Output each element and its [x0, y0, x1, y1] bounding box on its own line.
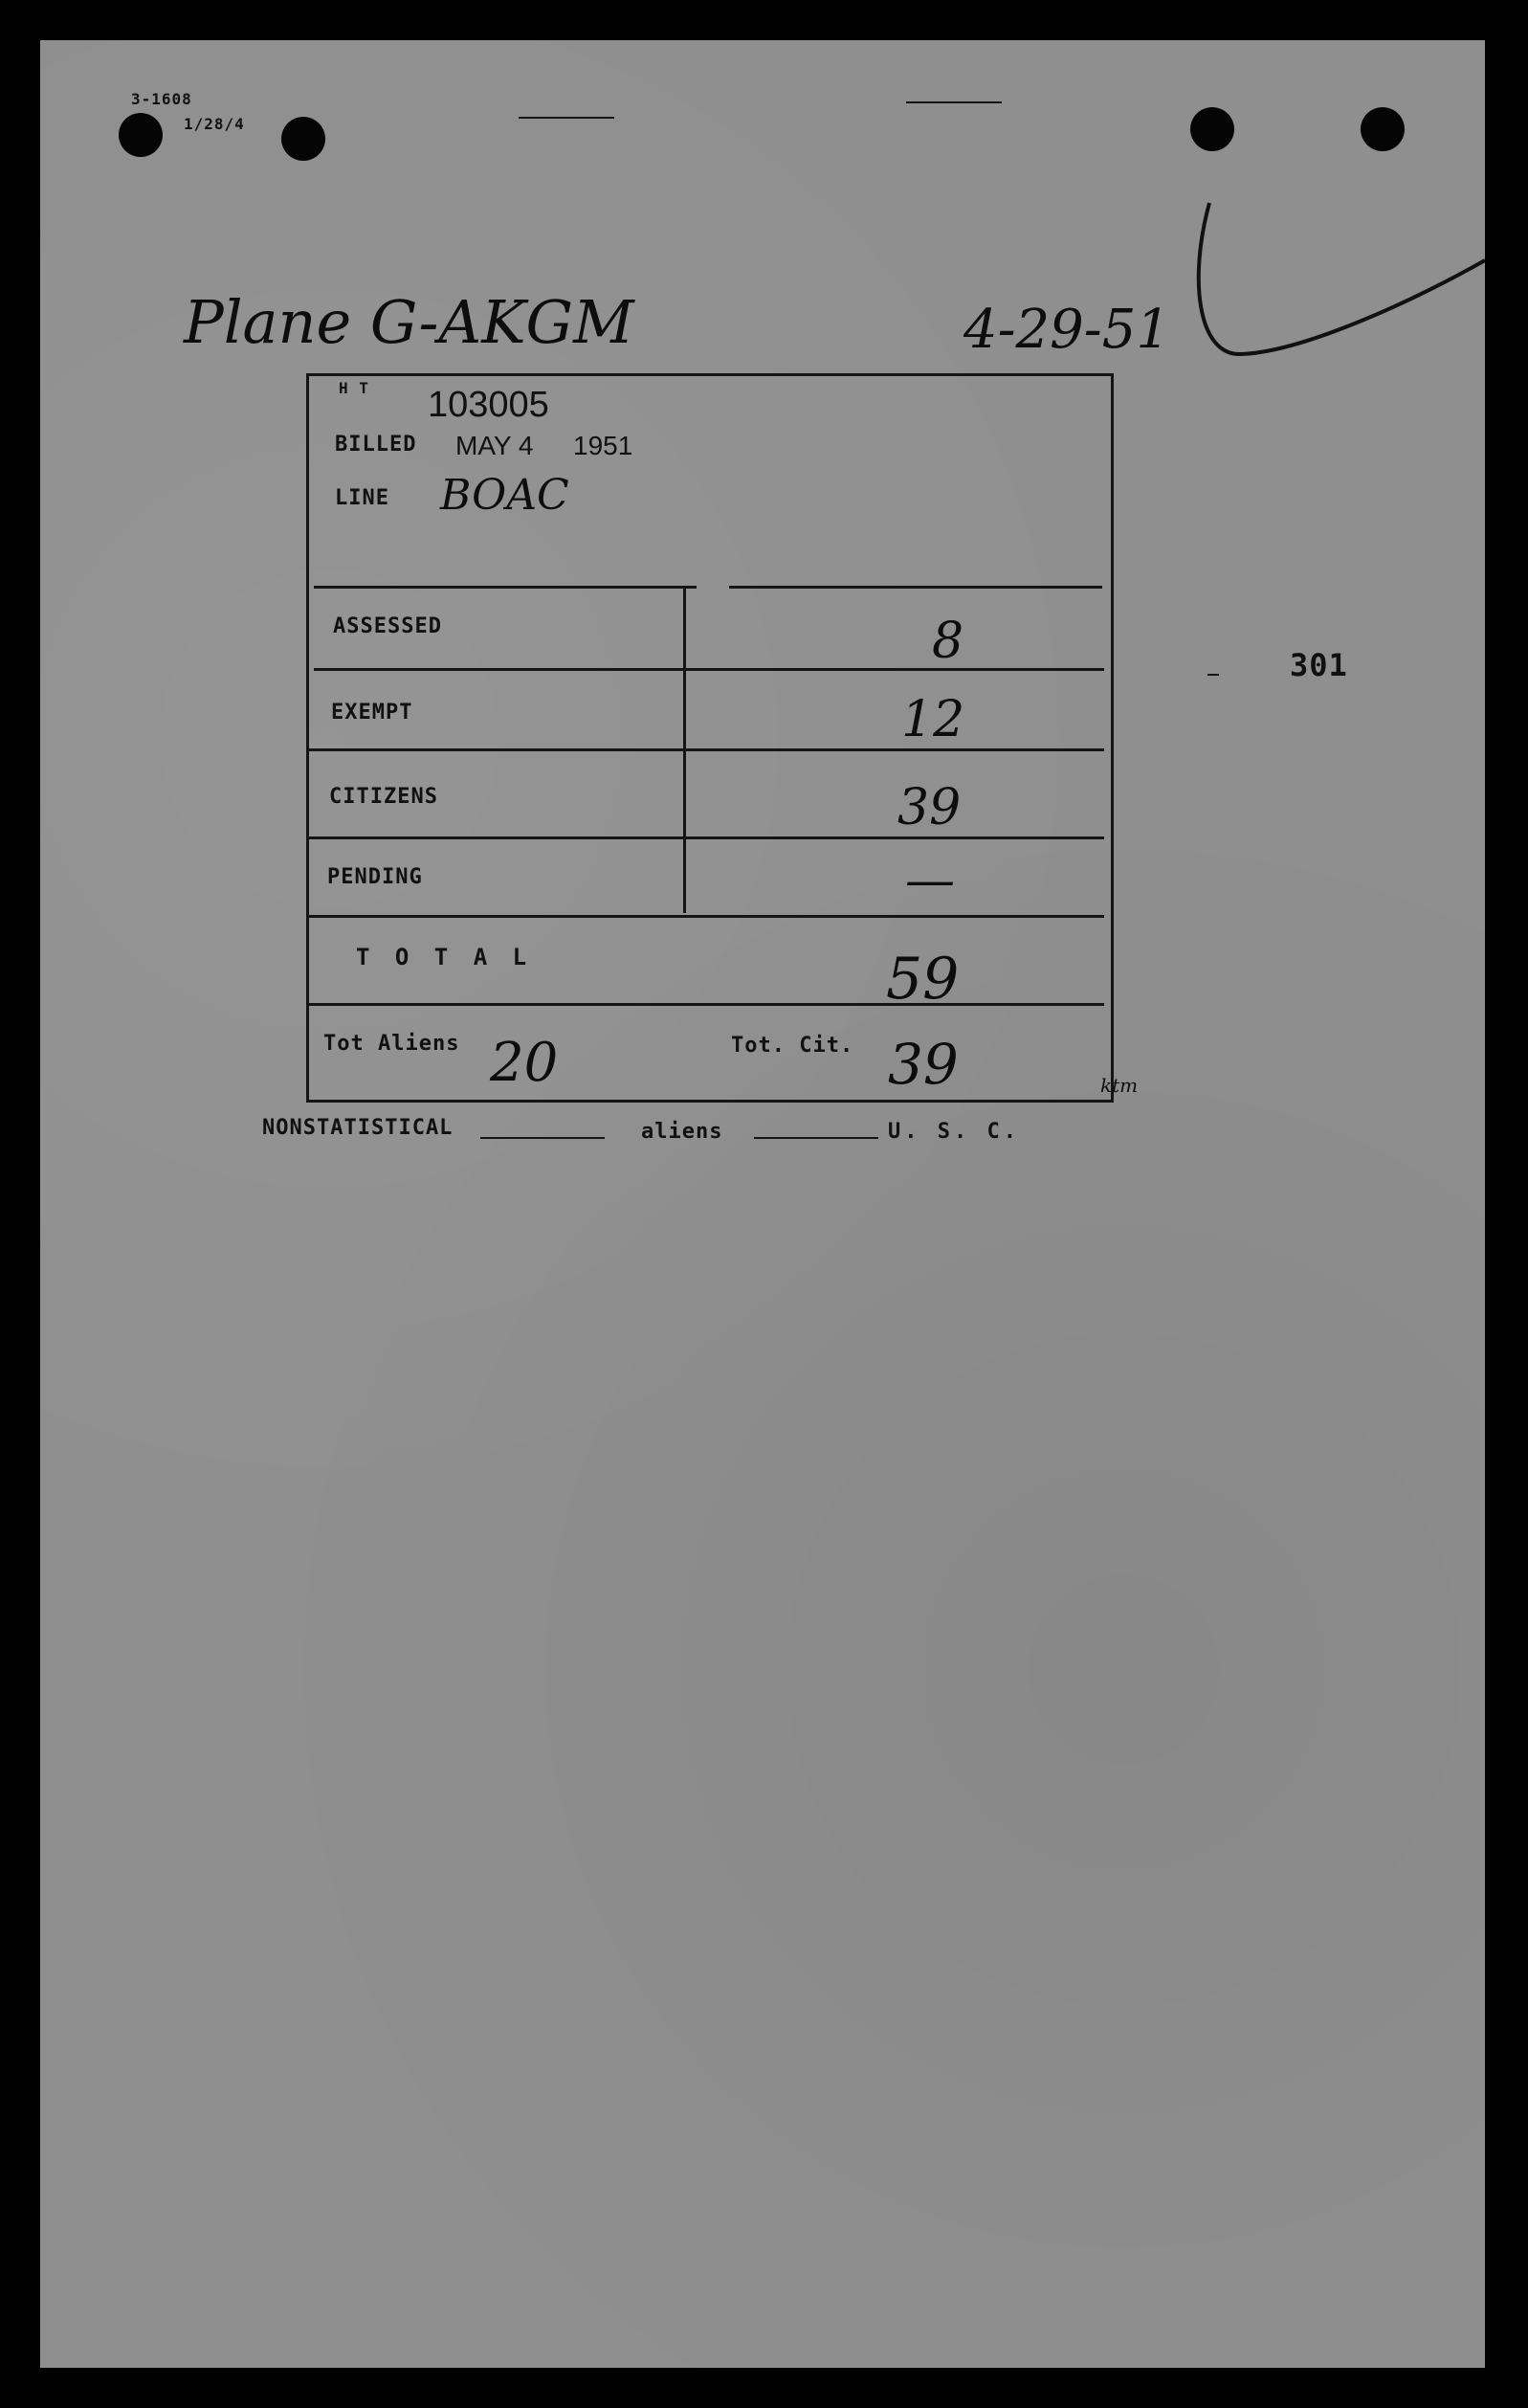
row-divider	[308, 915, 1104, 918]
tot-cit-value: 39	[888, 1032, 959, 1097]
line-value: BOAC	[440, 471, 569, 520]
row-divider	[308, 836, 1104, 839]
tot-aliens-value: 20	[490, 1032, 559, 1094]
row-label-assessed: ASSESSED	[333, 614, 442, 638]
billed-label: BILLED	[335, 433, 417, 457]
form-number: 3-1608	[131, 90, 192, 108]
total-label: T O T A L	[356, 944, 533, 970]
row-value-pending: —	[905, 852, 955, 909]
tot-cit-label: Tot. Cit.	[731, 1034, 854, 1058]
dash-mark	[1207, 674, 1219, 676]
box-divider	[314, 586, 697, 589]
billed-date: MAY 4	[455, 431, 534, 460]
punch-hole	[281, 117, 325, 161]
row-divider	[308, 1003, 1104, 1006]
tot-aliens-label: Tot Aliens	[323, 1032, 460, 1056]
usc-label: U. S. C.	[888, 1120, 1020, 1144]
row-label-exempt: EXEMPT	[331, 701, 413, 725]
blank-line	[480, 1137, 605, 1139]
ht-label: H T	[339, 379, 369, 397]
total-value: 59	[886, 946, 960, 1013]
document-page	[40, 40, 1485, 2368]
plane-handwriting: Plane G-AKGM	[184, 287, 634, 357]
row-label-citizens: CITIZENS	[329, 785, 438, 809]
manifest-box	[306, 373, 1114, 1103]
row-divider	[314, 668, 1104, 671]
page-number: 301	[1290, 647, 1348, 683]
row-label-pending: PENDING	[327, 865, 423, 889]
initials: ktm	[1100, 1074, 1139, 1097]
nonstatistical-label: NONSTATISTICAL	[262, 1116, 454, 1140]
row-value-exempt: 12	[901, 691, 965, 748]
top-mark	[906, 101, 1002, 103]
check-mark-stroke	[1169, 165, 1528, 413]
blank-line	[754, 1137, 878, 1139]
top-mark	[519, 117, 614, 119]
aliens-label: aliens	[641, 1120, 723, 1144]
line-label: LINE	[335, 486, 389, 510]
billed-year: 1951	[573, 431, 633, 460]
ht-number: 103005	[428, 385, 549, 425]
date-handwriting: 4-29-51	[963, 299, 1170, 361]
box-divider	[729, 586, 1102, 589]
punch-hole	[1361, 107, 1405, 151]
row-divider	[308, 748, 1104, 751]
row-value-citizens: 39	[897, 779, 962, 836]
punch-hole	[1190, 107, 1234, 151]
row-value-assessed: 8	[932, 613, 964, 670]
form-revision-date: 1/28/4	[184, 115, 245, 133]
punch-hole	[119, 113, 163, 157]
